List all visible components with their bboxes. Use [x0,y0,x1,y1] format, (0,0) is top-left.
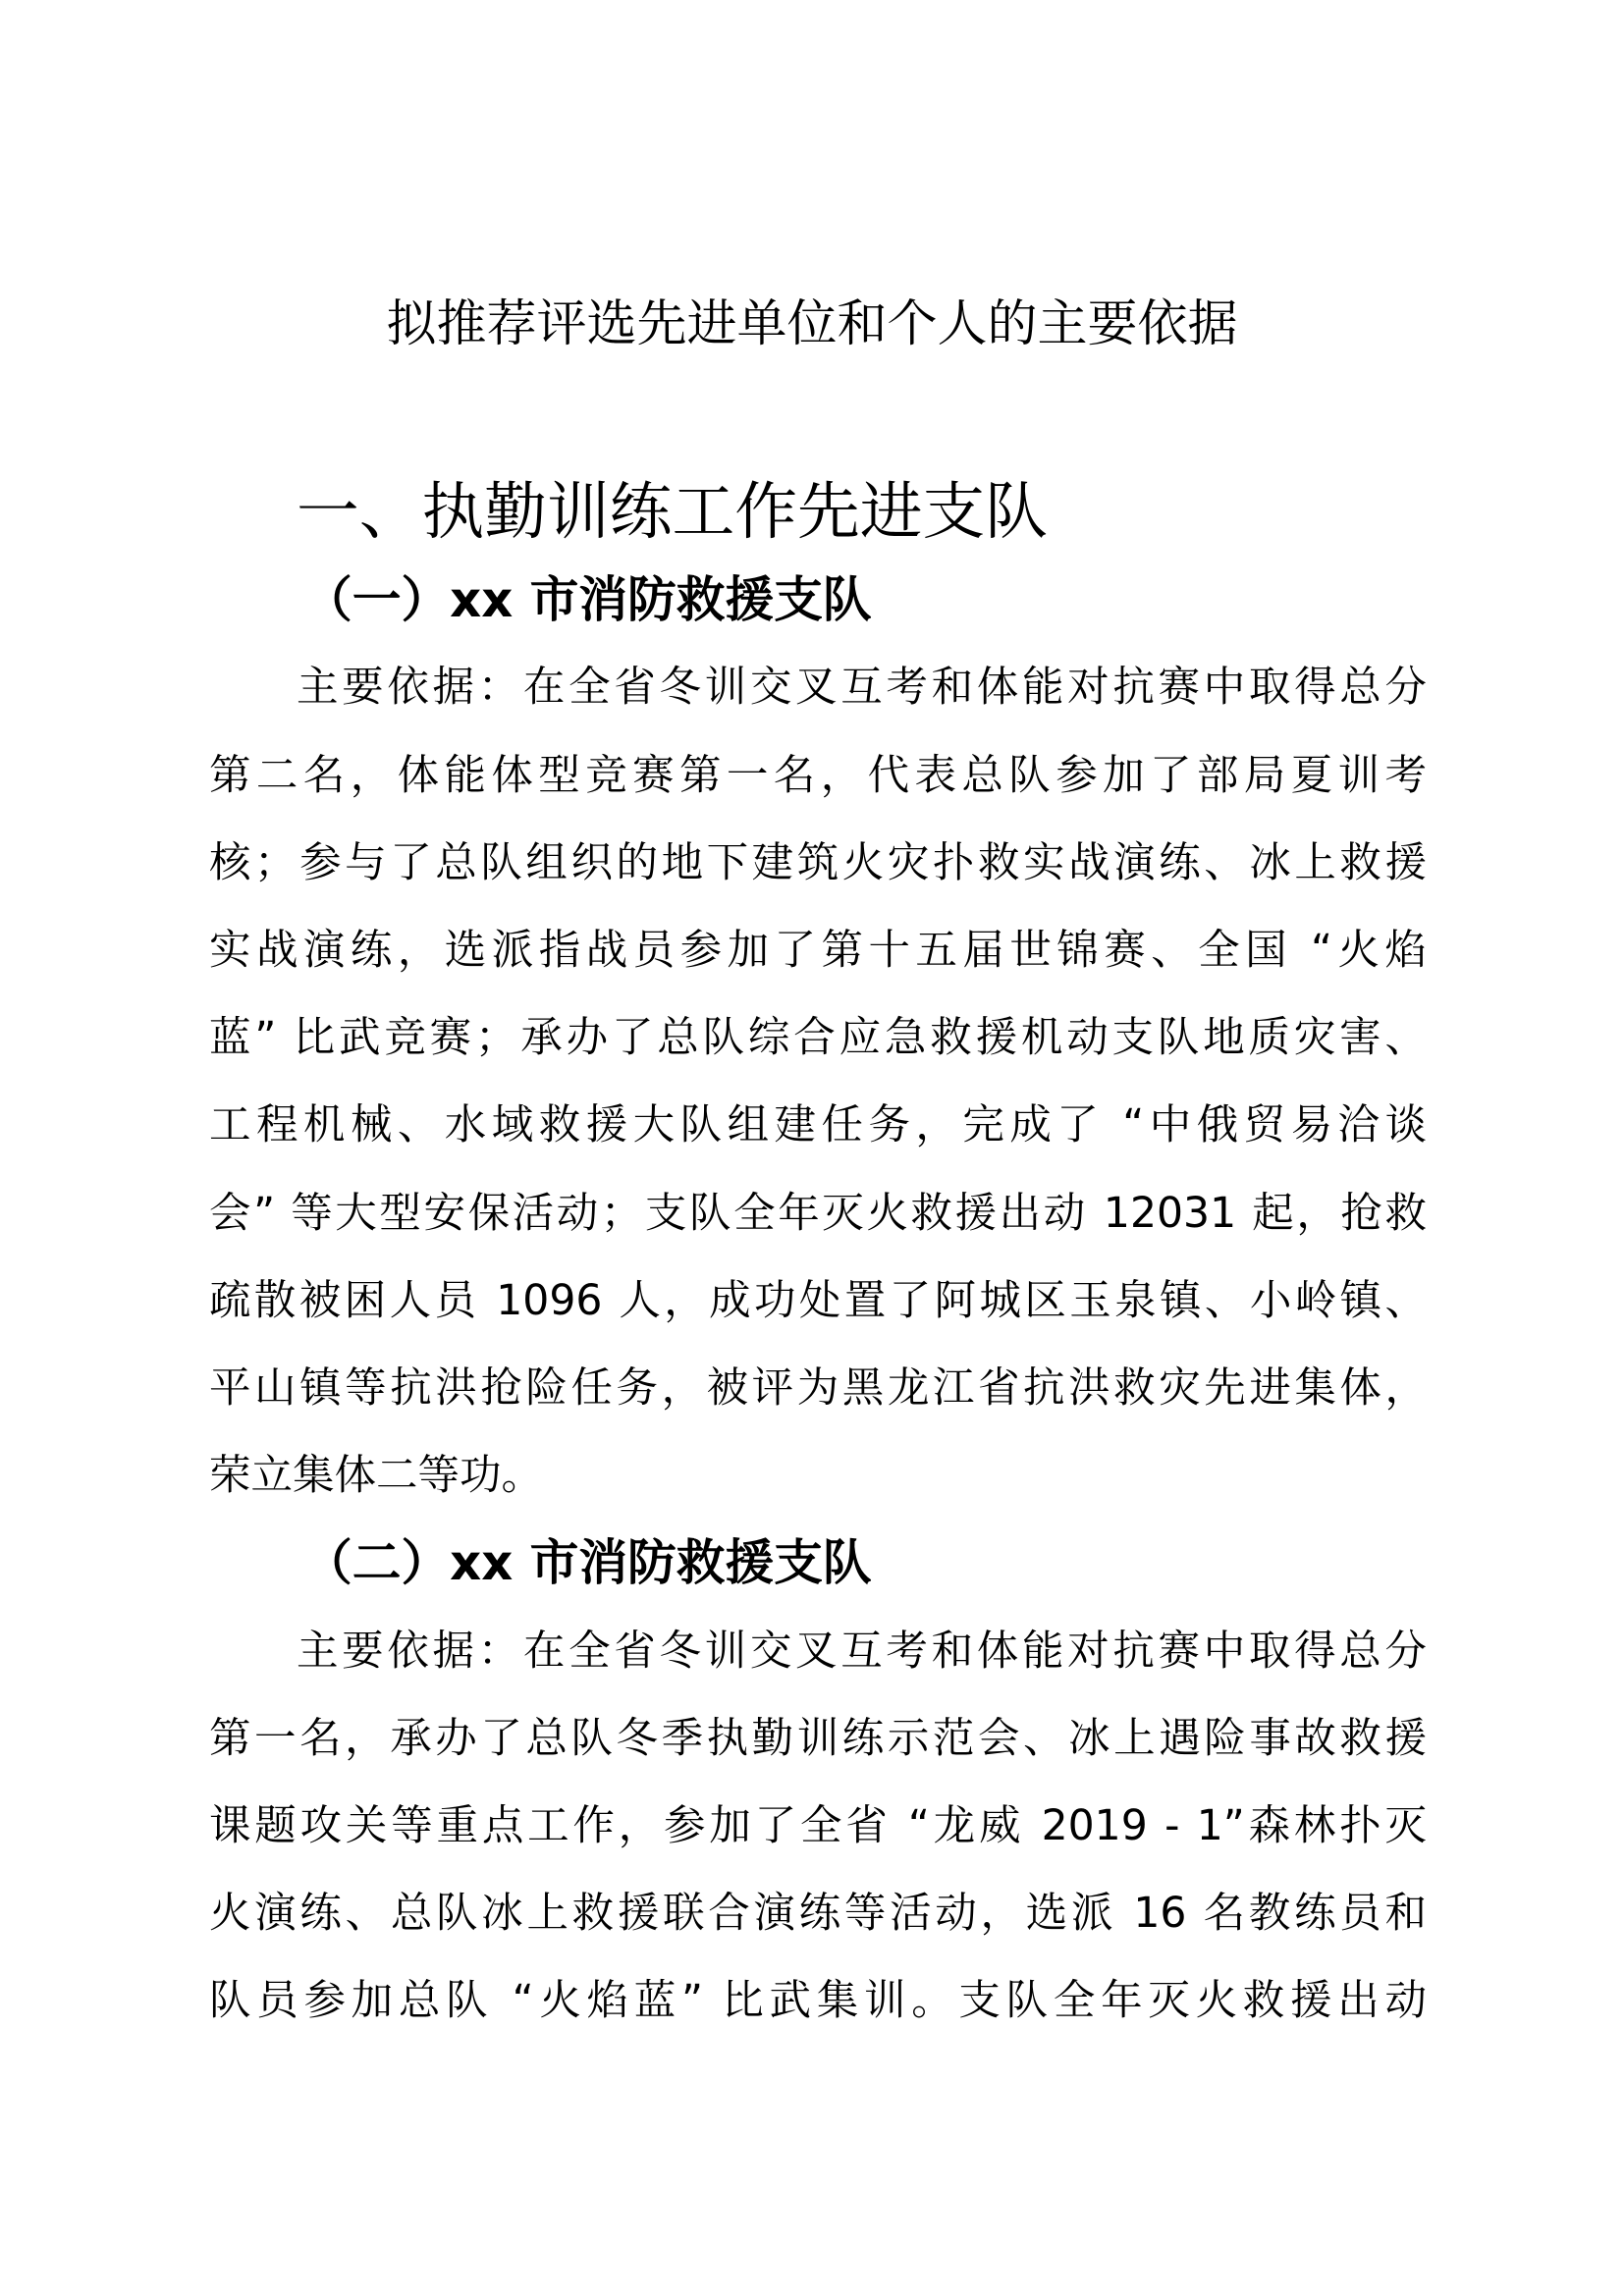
section-heading: 一、执勤训练工作先进支队 [297,476,1049,549]
document-body [209,469,1427,2046]
paragraph-line: 主要依据：在全省冬训交叉互考和体能对抗赛中取得总分 [297,664,1427,713]
paragraph-line: 队员参加总队 “火焰蓝” 比武集训。支队全年灭火救援出动 [209,1977,1427,2026]
unit-basis-paragraph [209,1608,1427,2046]
paragraph-line: 实战演练，选派指战员参加了第十五届世锦赛、全国 “火焰 [209,927,1427,976]
paragraph-line: 疏散被困人员 1096 人，成功处置了阿城区玉泉镇、小岭镇、 [209,1276,1427,1325]
unit-heading: （一）xx 市消防救援支队 [303,571,872,629]
paragraph-line: 工程机械、水域救援大队组建任务，完成了 “中俄贸易洽谈 [209,1101,1427,1150]
paragraph-line: 核；参与了总队组织的地下建筑火灾扑救实战演练、冰上救援 [209,838,1427,887]
paragraph-line: 课题攻关等重点工作，参加了全省 “龙威 2019 - 1”森林扑灭 [209,1802,1427,1851]
paragraph-line: 会” 等大型安保活动；支队全年灭火救援出动 12031 起，抢救 [209,1189,1427,1238]
unit-heading: （二）xx 市消防救援支队 [303,1534,872,1592]
unit-basis-paragraph [209,644,1427,1520]
document-title: 拟推荐评选先进单位和个人的主要依据 [386,295,1238,353]
paragraph-line: 第二名，体能体型竞赛第一名，代表总队参加了部局夏训考 [209,751,1427,800]
paragraph-line: 火演练、总队冰上救援联合演练等活动，选派 16 名教练员和 [209,1890,1427,1939]
paragraph-line: 主要依据：在全省冬训交叉互考和体能对抗赛中取得总分 [297,1627,1427,1676]
paragraph-line: 荣立集体二等功。 [209,1452,544,1501]
paragraph-line: 第一名，承办了总队冬季执勤训练示范会、冰上遇险事故救援 [209,1714,1427,1763]
paragraph-line: 平山镇等抗洪抢险任务，被评为黑龙江省抗洪救灾先进集体， [209,1364,1427,1414]
paragraph-line: 蓝” 比武竞赛；承办了总队综合应急救援机动支队地质灾害、 [209,1014,1427,1063]
